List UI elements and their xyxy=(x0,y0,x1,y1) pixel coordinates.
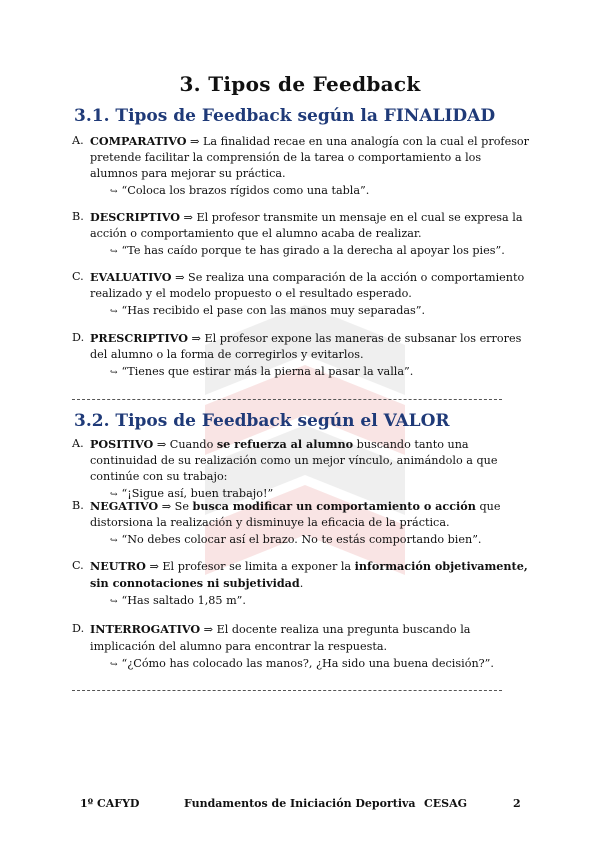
arrow-icon: ⇒ xyxy=(156,438,167,451)
item-example: “¡Sigue así, buen trabajo!” xyxy=(121,487,274,500)
list-item xyxy=(72,498,532,549)
item-example: “Has saltado 1,85 m”. xyxy=(121,594,246,607)
arrow-icon: ⇒ xyxy=(190,135,200,148)
footer-institution: CESAG xyxy=(424,797,468,810)
item-text-pre: Se xyxy=(174,500,193,513)
item-letter: C. xyxy=(72,270,84,283)
item-example: “Te has caído porque te has girado a la derecha al apoyar los pies”. xyxy=(121,244,505,257)
example-arrow-icon: ↪ xyxy=(110,368,118,378)
footer-subject: Fundamentos de Iniciación Deportiva xyxy=(184,797,416,810)
example-arrow-icon: ↪ xyxy=(110,247,118,257)
page-title: 3. Tipos de Feedback xyxy=(179,72,421,96)
list-item xyxy=(72,209,532,260)
item-example: “Has recibido el pase con las manos muy separadas”. xyxy=(121,304,426,317)
item-text: El profesor transmite un mensaje en el cual se expresa la acción o comportamiento que el alumno acaba de realizar. xyxy=(90,211,523,240)
item-letter: D. xyxy=(72,622,85,635)
list-item xyxy=(72,621,532,673)
item-letter: B. xyxy=(72,499,84,512)
item-term: PRESCRIPTIVO xyxy=(90,331,188,345)
item-example: “Coloca los brazos rígidos como una tabla”. xyxy=(121,184,370,197)
list-item xyxy=(72,269,532,320)
section-divider xyxy=(72,690,502,691)
item-letter: A. xyxy=(72,134,84,147)
item-text: Se realiza una comparación de la acción o comportamiento realizado y el modelo propuesto o el resultado esperado. xyxy=(90,271,525,300)
item-term: EVALUATIVO xyxy=(90,270,172,284)
example-arrow-icon: ↪ xyxy=(110,187,118,197)
item-text-post: buscando tanto una continuidad de su realización como un mejor vínculo, animándolo a que continúe con su trabajo: xyxy=(90,438,498,483)
item-text: El profesor expone las maneras de subsanar los errores del alumno o la forma de corregirlos y evitarlos. xyxy=(90,332,522,361)
item-text: La finalidad recae en una analogía con la cual el profesor pretende facilitar la comprensión de la tarea o comportamiento a los alumnos para mejorar su práctica. xyxy=(90,135,530,180)
item-text-post: que distorsiona la realización y disminuye la eficacia de la práctica. xyxy=(90,500,501,529)
arrow-icon: ⇒ xyxy=(203,623,213,636)
item-letter: C. xyxy=(72,559,84,572)
arrow-icon: ⇒ xyxy=(149,560,159,573)
item-text-pre: El docente realiza una pregunta buscando la implicación del alumno para encontrar la respuesta. xyxy=(90,623,471,653)
item-term: INTERROGATIVO xyxy=(90,622,201,636)
item-letter: A. xyxy=(72,437,84,450)
item-text-pre: El profesor se limita a exponer la xyxy=(162,560,355,573)
list-item xyxy=(72,133,532,200)
item-term: NEGATIVO xyxy=(90,499,159,513)
item-text-emphasis: busca modificar un comportamiento o acción xyxy=(192,499,476,513)
item-letter: B. xyxy=(72,210,84,223)
arrow-icon: ⇒ xyxy=(191,332,201,345)
item-example: “¿Cómo has colocado las manos?, ¿Ha sido una buena decisión?”. xyxy=(121,657,494,670)
item-term: COMPARATIVO xyxy=(90,134,187,148)
item-text-pre: Cuando xyxy=(169,438,217,451)
example-arrow-icon: ↪ xyxy=(110,660,118,670)
section-heading-valor: 3.2. Tipos de Feedback según el VALOR xyxy=(74,411,450,431)
example-arrow-icon: ↪ xyxy=(110,490,118,500)
item-example: “Tienes que estirar más la pierna al pasar la valla”. xyxy=(121,365,414,378)
item-text-emphasis: se refuerza al alumno xyxy=(216,437,354,451)
list-item xyxy=(72,558,532,610)
arrow-icon: ⇒ xyxy=(161,500,172,513)
item-letter: D. xyxy=(72,331,85,344)
item-example: “No debes colocar así el brazo. No te estás comportando bien”. xyxy=(121,533,482,546)
footer-course: 1º CAFYD xyxy=(80,797,140,810)
item-term: DESCRIPTIVO xyxy=(90,210,180,224)
list-item xyxy=(72,436,532,503)
example-arrow-icon: ↪ xyxy=(110,597,118,607)
item-text-emphasis: información objetivamente, sin connotaciones ni subjetividad xyxy=(90,559,528,590)
item-term: NEUTRO xyxy=(90,559,146,573)
section-divider xyxy=(72,399,502,400)
page-number: 2 xyxy=(513,797,521,810)
arrow-icon: ⇒ xyxy=(183,211,193,224)
section-heading-finalidad: 3.1. Tipos de Feedback según la FINALIDAD xyxy=(74,106,496,126)
example-arrow-icon: ↪ xyxy=(110,536,118,546)
example-arrow-icon: ↪ xyxy=(110,307,118,317)
item-term: POSITIVO xyxy=(90,437,154,451)
item-text-post: . xyxy=(299,577,304,590)
arrow-icon: ⇒ xyxy=(175,271,185,284)
list-item xyxy=(72,330,532,381)
